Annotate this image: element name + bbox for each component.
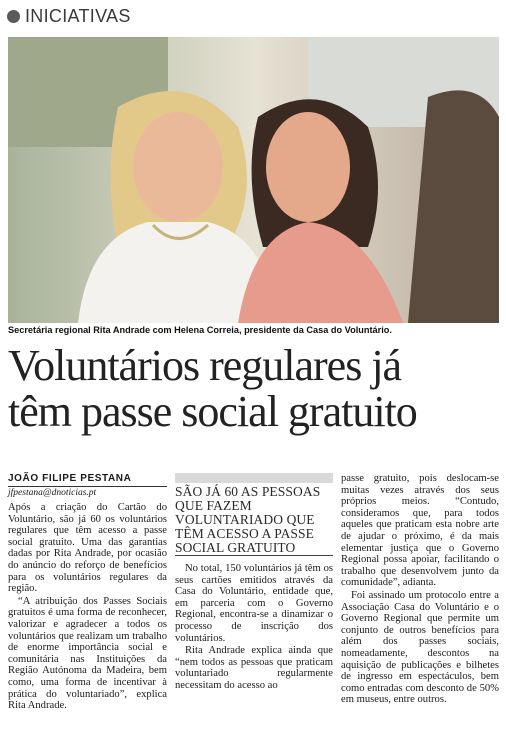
pullquote-box	[175, 485, 333, 555]
paragraph: Após a criação do Cartão do Voluntário, são já 60 os voluntários regulares que têm acesso a passe social gratuito. Uma das garantias dadas por Rita Andrade, por ocasião do anúncio do reforço de benefícios para os voluntários regulares da região.	[8, 502, 167, 595]
pullquote-text: SÃO JÁ 60 AS PESSOAS QUE FAZEM VOLUNTARIADO QUE TÊM ACESSO A PASSE SOCIAL GRATUITO	[175, 484, 321, 555]
paragraph: “A atribuição dos Passes Sociais gratuitos é uma forma de reconhecer, valorizar e agradecer a todos os voluntários que realizam um trabalho de enorme importância social e comunitária nas Instituições da Região Autónoma da Madeira, bem como, uma forma de incentivar à prática do voluntariado”, explica Rita Andrade.	[8, 595, 167, 712]
column-1	[8, 502, 167, 713]
paragraph: Rita Andrade explica ainda que “nem todos as pessoas que praticam voluntariado regularmente necessitam do acesso ao	[175, 645, 333, 691]
byline-author: JOÃO FILIPE PESTANA	[8, 473, 132, 484]
paragraph: Foi assinado um protocolo entre a Associação Casa do Voluntário e o Governo Regional que permite um conjunto de outros benefícios para além dos passes sociais, nomeadamente, descontos na aquisição de publicações e bilhetes de ingresso em espectáculos, bem como entradas com desconto de 50% em museus, entre outros.	[341, 589, 499, 706]
byline-divider	[8, 486, 167, 487]
photo-illustration	[8, 37, 499, 323]
photo-caption: Secretária regional Rita Andrade com Helena Correia, presidente da Casa do Voluntário.	[8, 325, 392, 335]
section-header	[7, 5, 131, 27]
article-photo	[8, 37, 499, 323]
section-bullet-icon	[7, 10, 20, 23]
headline-line-1: Voluntários regulares já	[8, 341, 402, 390]
paragraph: No total, 150 voluntários já têm os seus cartões emitidos através da Casa do Voluntário, entidade que, em parceria com o Governo Regional, encontra-se a dinamizar o processo de inscrição dos voluntários.	[175, 563, 333, 644]
byline-email[interactable]: jfpestana@dnoticias.pt	[8, 488, 97, 498]
headline	[8, 343, 500, 435]
paragraph: passe gratuito, pois deslocam-se muitas vezes através dos seus próprios meios. “Contudo, consideramos que, para todos aqueles que praticam esta nobre arte de ajudar o próximo, é da mais elementar justiça que o Governo Regional possa apoiar, facilitando o trabalho que desenvolvem junto da comunidade”, adianta.	[341, 473, 499, 589]
headline-line-2: têm passe social gratuito	[8, 387, 417, 436]
column-3	[341, 473, 499, 707]
pullquote-divider	[175, 555, 333, 556]
section-label: INICIATIVAS	[25, 5, 131, 26]
column-2	[175, 563, 333, 693]
pullquote-bar	[175, 473, 333, 483]
